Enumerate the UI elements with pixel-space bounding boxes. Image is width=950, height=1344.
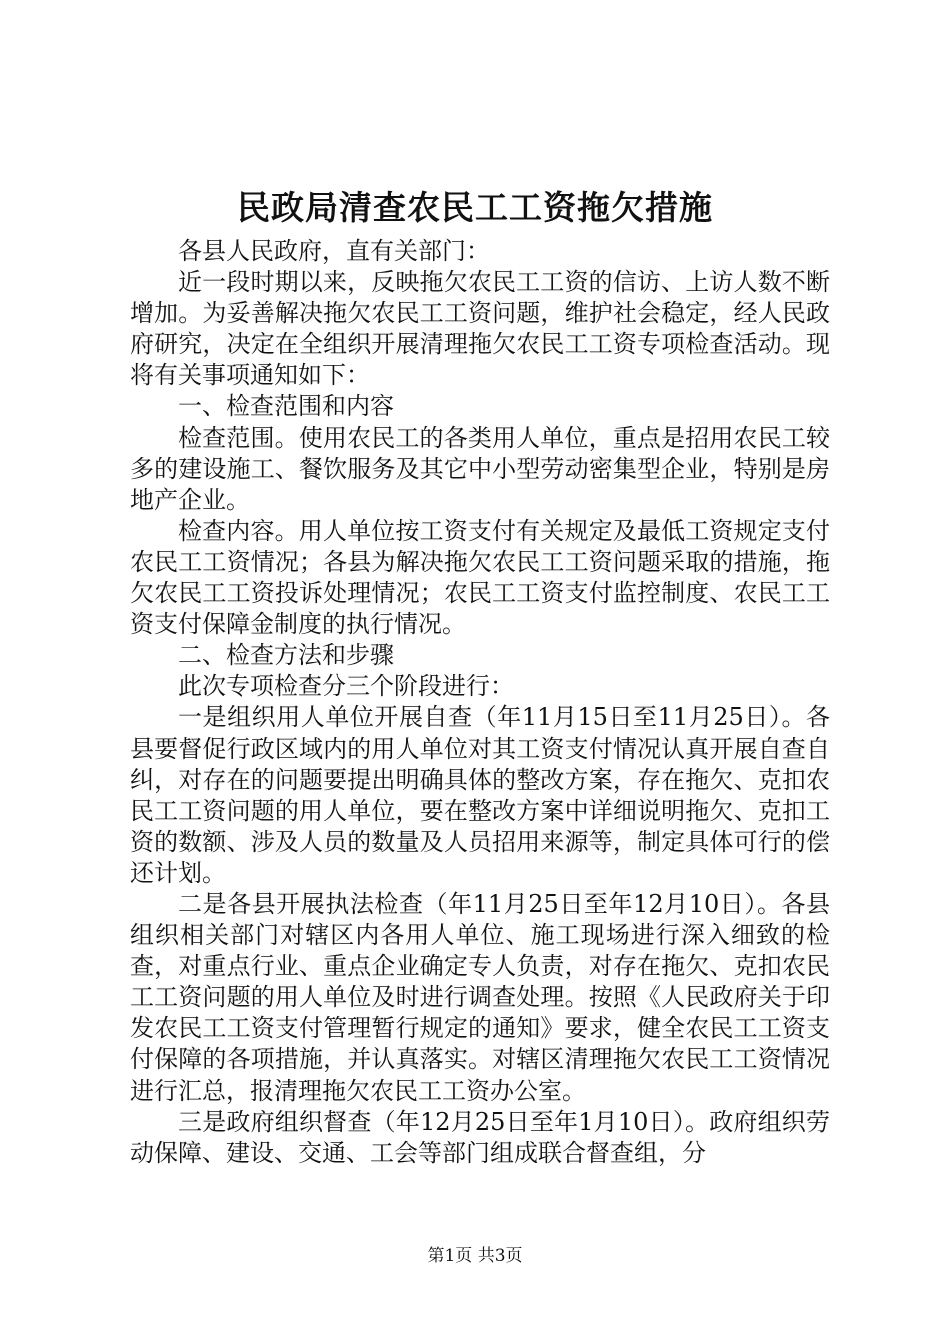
stage-one-paragraph: 一是组织用人单位开展自查（年11月15日至11月25日）。各县要督促行政区域内的用人单位对其工资支付情况认真开展自查自纠，对存在的问题要提出明确具体的整改方案，存在拖欠、克扣农民工工资问题的用人单位，要在整改方案中详细说明拖欠、克扣工资的数额、涉及人员的数量及人员招用来源等，制定具体可行的偿还计划。 <box>130 703 830 887</box>
document-body <box>130 236 830 1169</box>
section-heading-method: 二、检查方法和步骤 <box>178 641 394 670</box>
stages-intro-paragraph: 此次专项检查分三个阶段进行： <box>178 672 514 701</box>
salutation-paragraph: 各县人民政府，直有关部门： <box>178 237 490 265</box>
content-paragraph: 检查内容。用人单位按工资支付有关规定及最低工资规定支付农民工工资情况；各县为解决拖欠农民工工资问题采取的措施，拖欠农民工工资投诉处理情况；农民工工资支付监控制度、农民工工资支付保障金制度的执行情况。 <box>130 516 830 639</box>
stage-two-paragraph: 二是各县开展执法检查（年11月25日至年12月10日）。各县组织相关部门对辖区内各用人单位、施工现场进行深入细致的检查，对重点行业、重点企业确定专人负责，对存在拖欠、克扣农民工工资问题的用人单位及时进行调查处理。按照《人民政府关于印发农民工工资支付管理暂行规定的通知》要求，健全农民工工资支付保障的各项措施，并认真落实。对辖区清理拖欠农民工工资情况进行汇总，报清理拖欠农民工工资办公室。 <box>130 889 830 1105</box>
section-heading-scope: 一、检查范围和内容 <box>178 392 394 421</box>
stage-three-paragraph: 三是政府组织督查（年12月25日至年1月10日）。政府组织劳动保障、建设、交通、工会等部门组成联合督查组，分 <box>130 1107 830 1167</box>
intro-paragraph: 近一段时期以来，反映拖欠农民工工资的信访、上访人数不断增加。为妥善解决拖欠农民工工资问题，维护社会稳定，经人民政府研究，决定在全组织开展清理拖欠农民工工资专项检查活动。现将有关事项通知如下： <box>130 268 830 390</box>
page-footer: 第1页 共3页 <box>427 1246 523 1266</box>
scope-paragraph: 检查范围。使用农民工的各类用人单位，重点是招用农民工较多的建设施工、餐饮服务及其它中小型劳动密集型企业，特别是房地产企业。 <box>130 423 830 514</box>
document-title: 民政局清查农民工工资拖欠措施 <box>237 188 713 227</box>
